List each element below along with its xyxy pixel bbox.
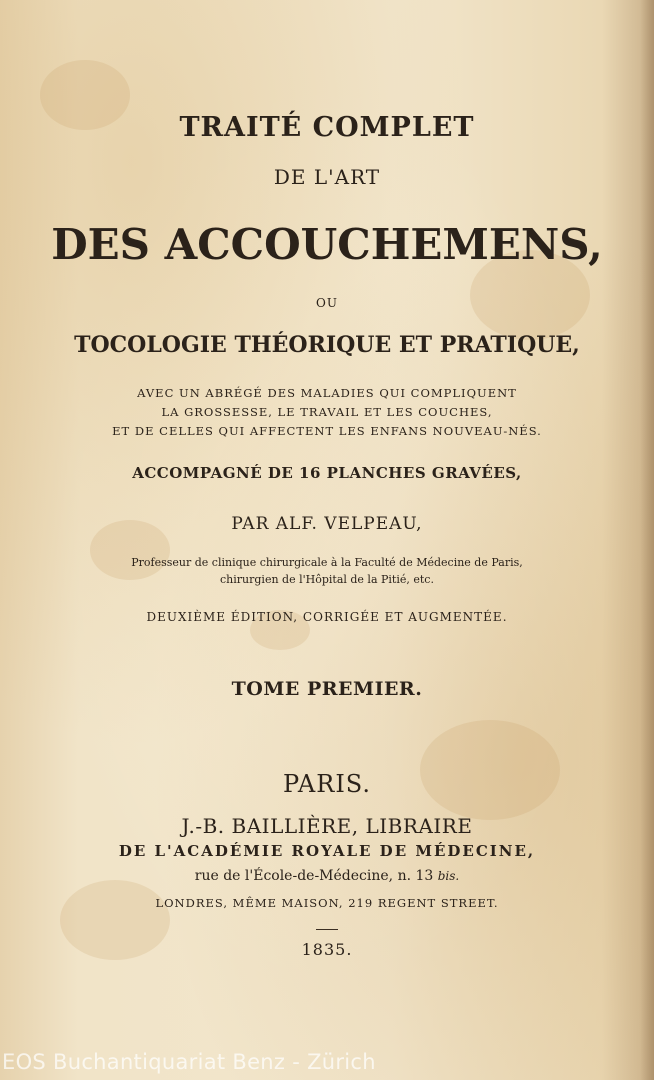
plates-note: ACCOMPAGNÉ DE 16 PLANCHES GRAVÉES, (132, 464, 522, 482)
imprint-academy: DE L'ACADÉMIE ROYALE DE MÉDECINE, (118, 842, 536, 860)
imprint-address (0, 868, 654, 884)
address-text: rue de l'École-de-Médecine, n. 13 (194, 868, 434, 884)
imprint-london: LONDRES, MÊME MAISON, 219 REGENT STREET. (155, 896, 499, 910)
title-line-2: DE L'ART (273, 165, 381, 189)
subtitle: TOCOLOGIE THÉORIQUE ET PRATIQUE, (74, 332, 580, 358)
title-line-1: TRAITÉ COMPLET (179, 112, 475, 143)
imprint-city: PARIS. (282, 770, 372, 798)
description-line: AVEC UN ABRÉGÉ DES MALADIES QUI COMPLIQUENT (137, 386, 517, 400)
title-connector: OU (316, 296, 338, 310)
author-title-line: chirurgien de l'Hôpital de la Pitié, etc. (220, 573, 434, 586)
address-suffix: bis. (437, 869, 460, 883)
author-title-line: Professeur de clinique chirurgicale à la Faculté de Médecine de Paris, (131, 556, 523, 569)
description-line: LA GROSSESSE, LE TRAVAIL ET LES COUCHES, (161, 405, 493, 419)
description-line: ET DE CELLES QUI AFFECTENT LES ENFANS NOUVEAU-NÉS. (112, 424, 542, 438)
imprint-publisher: J.-B. BAILLIÈRE, LIBRAIRE (181, 814, 473, 838)
author-line: PAR ALF. VELPEAU, (231, 514, 423, 534)
volume-label: TOME PREMIER. (231, 678, 423, 700)
page-edge-shadow (640, 0, 654, 1080)
main-title: DES ACCOUCHEMENS, (51, 220, 603, 269)
edition-statement: DEUXIÈME ÉDITION, CORRIGÉE ET AUGMENTÉE. (146, 610, 508, 624)
watermark: EOS Buchantiquariat Benz - Zürich (2, 1050, 376, 1074)
imprint-year: 1835. (301, 940, 353, 959)
divider-rule (316, 929, 338, 930)
